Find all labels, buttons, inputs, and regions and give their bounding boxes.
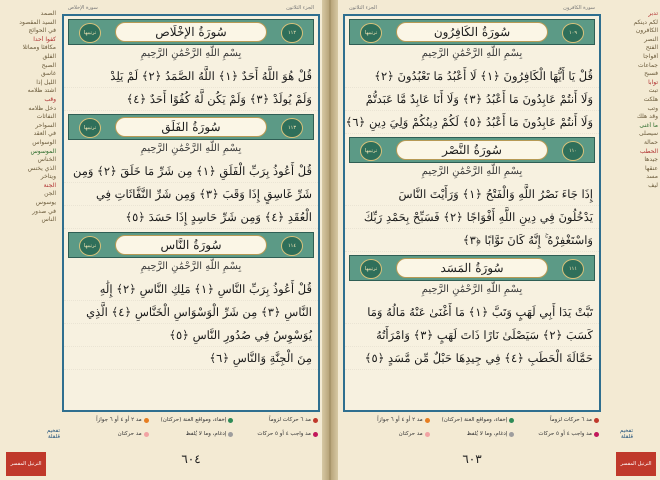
margin-note: الخناس [37,156,56,164]
margin-note: ما أغنى [639,121,658,129]
legend-item [345,428,430,440]
margin-note: الفتح [645,44,658,52]
right-page-header [345,5,599,15]
header-left: الجزء الثلاثون [286,5,314,11]
verse-line: قُلْ أَعُوذُ بِرَبِّ النَّاسِ ﴿١﴾ مَلِكِ النَّاسِ ﴿٢﴾ إِلَٰهِ [64,278,318,301]
surah-title: سُورَةُ الإخْلَاص [115,22,267,42]
margin-note: الجنة [43,181,56,189]
right-margin-notes [604,10,658,410]
legend-color-dot [144,432,149,437]
header-left: سورة الكافرون [563,5,595,11]
verse-line: كَسَبَ ﴿٢﴾ سَيَصْلَىٰ نَارًا ذَاتَ لَهَبٍ ﴿٣﴾ وَامْرَأَتُهُ [345,324,599,347]
legend-item [233,428,318,440]
legend-item [430,414,515,426]
legend-color-dot [313,432,318,437]
verse-line: إِذَا جَاءَ نَصْرُ اللَّهِ وَالْفَتْحُ ﴿١﴾ وَرَأَيْتَ النَّاسَ [345,183,599,206]
verse-line: قُلْ هُوَ اللَّهُ أَحَدٌ ﴿١﴾ اللَّهُ الصَّمَدُ ﴿٢﴾ لَمْ يَلِدْ [64,65,318,88]
side-label: قلقلة [47,434,60,440]
legend-item [514,414,599,426]
header-right: سورة الإخلاص [68,5,98,11]
legend-text: مد حركتان [117,431,142,437]
margin-note: الناس [41,216,56,224]
surah-number-medal [562,23,584,43]
legend-text: مد ٦ حركات لزوماً [269,417,311,423]
surah-title: سُورَةُ النَّصْر [396,140,548,160]
verse-line: حَمَّالَةَ الْحَطَبِ ﴿٤﴾ فِي جِيدِهَا حَبْلٌ مِّن مَّسَدٍ ﴿٥﴾ [345,347,599,370]
medal-number: ١١٣ [287,125,297,131]
margin-note: الليل إذا [36,78,56,86]
legend-color-dot [228,418,233,423]
verse-line: النَّاسِ ﴿٣﴾ مِن شَرِّ الْوَسْوَاسِ الْخَنَّاسِ ﴿٤﴾ الَّذِي [64,301,318,324]
basmala: بِسْمِ اللَّهِ الرَّحْمَٰنِ الرَّحِيمِ [421,48,523,59]
legend-color-dot [425,418,430,423]
basmala: بِسْمِ اللَّهِ الرَّحْمَٰنِ الرَّحِيمِ [140,261,242,272]
surah-title: سُورَةُ الكَافِرُون [396,22,548,42]
margin-note: الكافرون [635,27,658,35]
surah-number-medal [281,23,303,43]
side-label: تفخيم [619,428,633,434]
surah-number-medal [562,259,584,279]
legend-color-dot [509,418,514,423]
legend-color-dot [594,432,599,437]
legend-item [345,414,430,426]
page-number: ٦٠٣ [462,452,482,466]
margin-note: ويتأخر [40,173,56,181]
margin-note: لكم دينكم [633,18,658,26]
surah-number-medal [562,141,584,161]
margin-note: فسبح [644,70,658,78]
legend-text: إخفاء، ومواقع الغنة (حركتان) [160,417,227,423]
corner-label-left: الترتيل المفسر [6,452,46,476]
tajweed-legend [345,414,599,440]
tafkheem-qalqala-labels [30,428,60,440]
surah-order-medal [79,118,101,138]
verse-line: الْعُقَدِ ﴿٤﴾ وَمِن شَرِّ حَاسِدٍ إِذَا حَسَدَ ﴿٥﴾ [64,206,318,229]
margin-note: مكافئا ومماثلا [22,44,56,52]
margin-note: السيد المقصود [19,18,56,26]
legend-color-dot [509,432,514,437]
surah-title: سُورَةُ المَسَد [396,258,548,278]
basmala: بِسْمِ اللَّهِ الرَّحْمَٰنِ الرَّحِيمِ [421,166,523,177]
medal-number: ١١٢ [287,30,297,36]
basmala: بِسْمِ اللَّهِ الرَّحْمَٰنِ الرَّحِيمِ [140,48,242,59]
surah-banner [68,19,314,45]
verse-line: مِنَ الْجِنَّةِ وَالنَّاسِ ﴿٦﴾ [64,347,318,370]
legend-item [64,414,149,426]
margin-note: الحطب [639,147,658,155]
margin-note: هلكت [643,95,658,103]
margin-note: وقد هلك [636,113,658,121]
margin-note: اشتد ظلامه [27,87,56,95]
legend-text: إخفاء، ومواقع الغنة (حركتان) [441,417,508,423]
medal-label: ترتيبها [83,125,97,131]
surah-order-medal [79,23,101,43]
surah-order-medal [79,236,101,256]
verse-line: تَبَّتْ يَدَا أَبِي لَهَبٍ وَتَبَّ ﴿١﴾ مَا أَغْنَىٰ عَنْهُ مَالُهُ وَمَا [345,301,599,324]
medal-label: ترتيبها [364,30,378,36]
margin-note: الفلق [42,52,56,60]
legend-color-dot [594,418,599,423]
margin-note: جماعات [637,61,658,69]
legend-item [149,428,234,440]
surah-banner [349,137,595,163]
page-number: ٦٠٤ [181,452,201,466]
legend-item [149,414,234,426]
margin-note: حمالة [643,138,658,146]
verse-line: وَاسْتَغْفِرْهُ ۚ إِنَّهُ كَانَ تَوَّابًا ﴿٣﴾ [345,229,599,252]
verse-line: وَلَمْ يُولَدْ ﴿٣﴾ وَلَمْ يَكُن لَّهُ كُفُوًا أَحَدٌ ﴿٤﴾ [64,88,318,111]
margin-note: دخل ظلامه [28,104,56,112]
margin-note: السواحر [35,121,56,129]
margin-note: سيصلى [638,130,658,138]
margin-note: الموسوس [30,147,56,155]
tafkheem-qalqala-labels [603,428,633,440]
surah-order-medal [360,141,382,161]
margin-note: جيدها [644,156,658,164]
surah-order-medal [360,259,382,279]
basmala: بِسْمِ اللَّهِ الرَّحْمَٰنِ الرَّحِيمِ [140,143,242,154]
margin-note: الجن [44,190,56,198]
corner-label-right: الترتيل المفسر [616,452,656,476]
margin-note: غاسق [41,70,56,78]
margin-note: الذي يخنس [27,164,56,172]
header-right: الجزء الثلاثون [349,5,377,11]
legend-text: مد ٢ أو ٤ أو ٦ جوازاً [96,417,142,423]
surah-number-medal [281,118,303,138]
legend-text: إدغام، وما لا يُلفظ [466,431,508,437]
margin-note: الوسواس [32,138,56,146]
legend-color-dot [228,432,233,437]
medal-label: ترتيبها [83,30,97,36]
legend-text: إدغام، وما لا يُلفظ [185,431,227,437]
surah-banner [349,19,595,45]
legend-item [233,414,318,426]
margin-note: في الحوائج [28,27,56,35]
surah-title: سُورَةُ الفَلَق [115,117,267,137]
medal-label: ترتيبها [364,266,378,272]
margin-note: في صدور [32,207,56,215]
surah-banner [68,114,314,140]
legend-text: مد ٢ أو ٤ أو ٦ جوازاً [377,417,423,423]
medal-number: ١١٠ [568,148,578,154]
surah-order-medal [360,23,382,43]
margin-note: وتب [647,104,658,112]
margin-note: تدبر [648,10,658,17]
verse-line: وَلَا أَنتُمْ عَابِدُونَ مَا أَعْبُدُ ﴿٥﴾ لَكُمْ دِينُكُمْ وَلِيَ دِينِ ﴿٦﴾ [345,111,599,134]
tajweed-legend [64,414,318,440]
surah-number-medal [281,236,303,256]
margin-note: أفواجا [643,52,658,60]
surah-banner [349,255,595,281]
margin-note: كفوا أحدا [33,35,56,43]
left-page-content [64,19,318,370]
margin-note: الصمد [40,10,56,17]
margin-note: ليف [648,181,658,189]
legend-item [64,428,149,440]
legend-text: مد واجب ٤ أو ٥ حركات [257,431,311,437]
left-page-header [64,5,318,15]
basmala: بِسْمِ اللَّهِ الرَّحْمَٰنِ الرَّحِيمِ [421,284,523,295]
margin-note: عنقها [644,164,658,172]
margin-note: النفاثات [36,113,56,121]
margin-note: مسد [646,173,658,181]
legend-text: مد واجب ٤ أو ٥ حركات [538,431,592,437]
legend-text: مد ٦ حركات لزوماً [550,417,592,423]
medal-number: ١١٤ [287,243,297,249]
legend-item [430,428,515,440]
margin-note: يوسوس [35,199,56,207]
verse-line: شَرِّ غَاسِقٍ إِذَا وَقَبَ ﴿٣﴾ وَمِن شَرِّ النَّفَّاثَاتِ فِي [64,183,318,206]
verse-line: قُلْ يَا أَيُّهَا الْكَافِرُونَ ﴿١﴾ لَا أَعْبُدُ مَا تَعْبُدُونَ ﴿٢﴾ [345,65,599,88]
medal-number: ١١١ [568,266,578,272]
book-gutter [322,0,338,480]
surah-title: سُورَةُ النَّاس [115,235,267,255]
verse-line: يَدْخُلُونَ فِي دِينِ اللَّهِ أَفْوَاجًا ﴿٢﴾ فَسَبِّحْ بِحَمْدِ رَبِّكَ [345,206,599,229]
margin-note: تبت [648,87,658,95]
medal-number: ١٠٩ [568,30,578,36]
side-label: قلقلة [620,434,633,440]
legend-color-dot [313,418,318,423]
verse-line: وَلَا أَنتُمْ عَابِدُونَ مَا أَعْبُدُ ﴿٣﴾ وَلَا أَنَا عَابِدٌ مَّا عَبَدتُّمْ [345,88,599,111]
legend-color-dot [425,432,430,437]
margin-note: في العقد [33,130,56,138]
right-page-content [345,19,599,370]
legend-text: مد حركتان [398,431,423,437]
margin-note: النصر [644,35,658,43]
legend-color-dot [144,418,149,423]
legend-item [514,428,599,440]
margin-note: الصبح [41,61,56,69]
medal-label: ترتيبها [364,148,378,154]
verse-line: قُلْ أَعُوذُ بِرَبِّ الْفَلَقِ ﴿١﴾ مِن شَرِّ مَا خَلَقَ ﴿٢﴾ وَمِن [64,160,318,183]
side-label: تفخيم [46,428,60,434]
margin-note: وقب [44,95,56,103]
margin-note: توابا [648,78,658,86]
right-page [343,5,633,466]
medal-label: ترتيبها [83,243,97,249]
surah-banner [68,232,314,258]
left-margin-notes [2,10,56,410]
verse-line: يُوَسْوِسُ فِي صُدُورِ النَّاسِ ﴿٥﴾ [64,324,318,347]
